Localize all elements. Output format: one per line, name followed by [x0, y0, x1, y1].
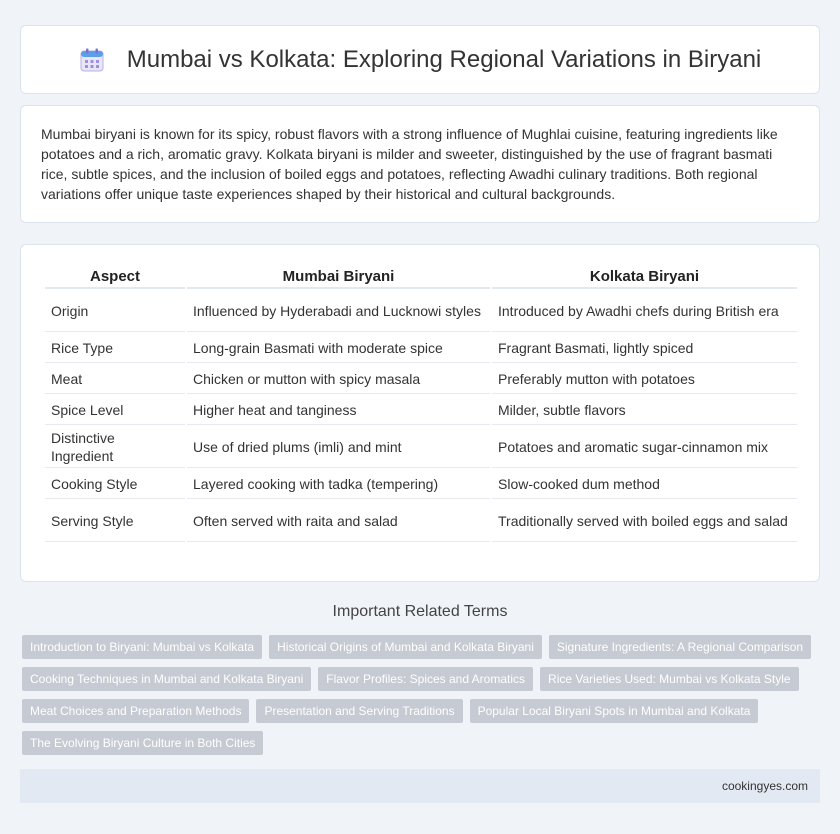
table-row — [45, 470, 797, 499]
table-cell: Higher heat and tanginess — [187, 396, 490, 425]
related-terms-heading: Important Related Terms — [332, 603, 508, 620]
table-header-row — [45, 265, 797, 289]
table-cell: Fragrant Basmati, lightly spiced — [492, 334, 797, 363]
comparison-table-card — [20, 244, 820, 582]
table-cell: Long-grain Basmati with moderate spice — [187, 334, 490, 363]
table-cell: Origin — [45, 291, 185, 332]
related-term-tag[interactable]: Meat Choices and Preparation Methods — [22, 699, 249, 723]
table-cell: Traditionally served with boiled eggs and salad — [492, 501, 797, 542]
table-row — [45, 427, 797, 468]
footer-site-link[interactable]: cookingyes.com — [721, 779, 808, 793]
table-cell: Use of dried plums (imli) and mint — [187, 427, 490, 468]
page-title: Mumbai vs Kolkata: Exploring Regional Variations in Biryani — [126, 45, 762, 73]
related-term-tag[interactable]: Signature Ingredients: A Regional Comparison — [549, 635, 811, 659]
column-header-aspect: Aspect — [45, 265, 185, 289]
related-term-tag[interactable]: Flavor Profiles: Spices and Aromatics — [318, 667, 533, 691]
table-cell: Spice Level — [45, 396, 185, 425]
column-header-kolkata: Kolkata Biryani — [492, 265, 797, 289]
header-card — [20, 25, 820, 94]
table-cell: Introduced by Awadhi chefs during British era — [492, 291, 797, 332]
table-row — [45, 334, 797, 363]
table-cell: Preferably mutton with potatoes — [492, 365, 797, 394]
table-cell: Slow-cooked dum method — [492, 470, 797, 499]
related-term-tag[interactable]: The Evolving Biryani Culture in Both Cities — [22, 731, 263, 755]
table-cell: Cooking Style — [45, 470, 185, 499]
related-term-tag[interactable]: Introduction to Biryani: Mumbai vs Kolkata — [22, 635, 262, 659]
intro-text: Mumbai biryani is known for its spicy, robust flavors with a strong influence of Mughlai cuisine, featuring ingredients like potatoes and a rich, aromatic gravy. Kolkata biryani is milder and sweeter, distinguished by the use of fragrant basmati rice, subtle spices, and the inclusion of boiled eggs and potatoes, reflecting Awadhi culinary traditions. Both regional variations offer unique taste experiences shaped by their historical and cultural backgrounds. — [41, 126, 778, 202]
table-cell: Often served with raita and salad — [187, 501, 490, 542]
related-term-tag[interactable]: Historical Origins of Mumbai and Kolkata Biryani — [269, 635, 542, 659]
footer — [20, 769, 820, 803]
table-cell: Serving Style — [45, 501, 185, 542]
table-cell: Meat — [45, 365, 185, 394]
table-cell: Layered cooking with tadka (tempering) — [187, 470, 490, 499]
related-term-tag[interactable]: Rice Varieties Used: Mumbai vs Kolkata Style — [540, 667, 799, 691]
table-cell: Milder, subtle flavors — [492, 396, 797, 425]
table-row — [45, 501, 797, 542]
table-row — [45, 396, 797, 425]
column-header-mumbai: Mumbai Biryani — [187, 265, 490, 289]
table-cell: Potatoes and aromatic sugar-cinnamon mix — [492, 427, 797, 468]
comparison-table — [43, 263, 799, 544]
table-cell: Distinctive Ingredient — [45, 427, 185, 468]
table-row — [45, 365, 797, 394]
table-row — [45, 291, 797, 332]
related-term-tag[interactable]: Popular Local Biryani Spots in Mumbai and Kolkata — [470, 699, 759, 723]
intro-card — [20, 105, 820, 223]
calendar-icon — [79, 47, 105, 73]
table-cell: Chicken or mutton with spicy masala — [187, 365, 490, 394]
table-cell: Influenced by Hyderabadi and Lucknowi styles — [187, 291, 490, 332]
related-term-tag[interactable]: Cooking Techniques in Mumbai and Kolkata Biryani — [22, 667, 311, 691]
related-term-tag[interactable]: Presentation and Serving Traditions — [256, 699, 462, 723]
related-terms-list — [22, 635, 822, 763]
table-cell: Rice Type — [45, 334, 185, 363]
